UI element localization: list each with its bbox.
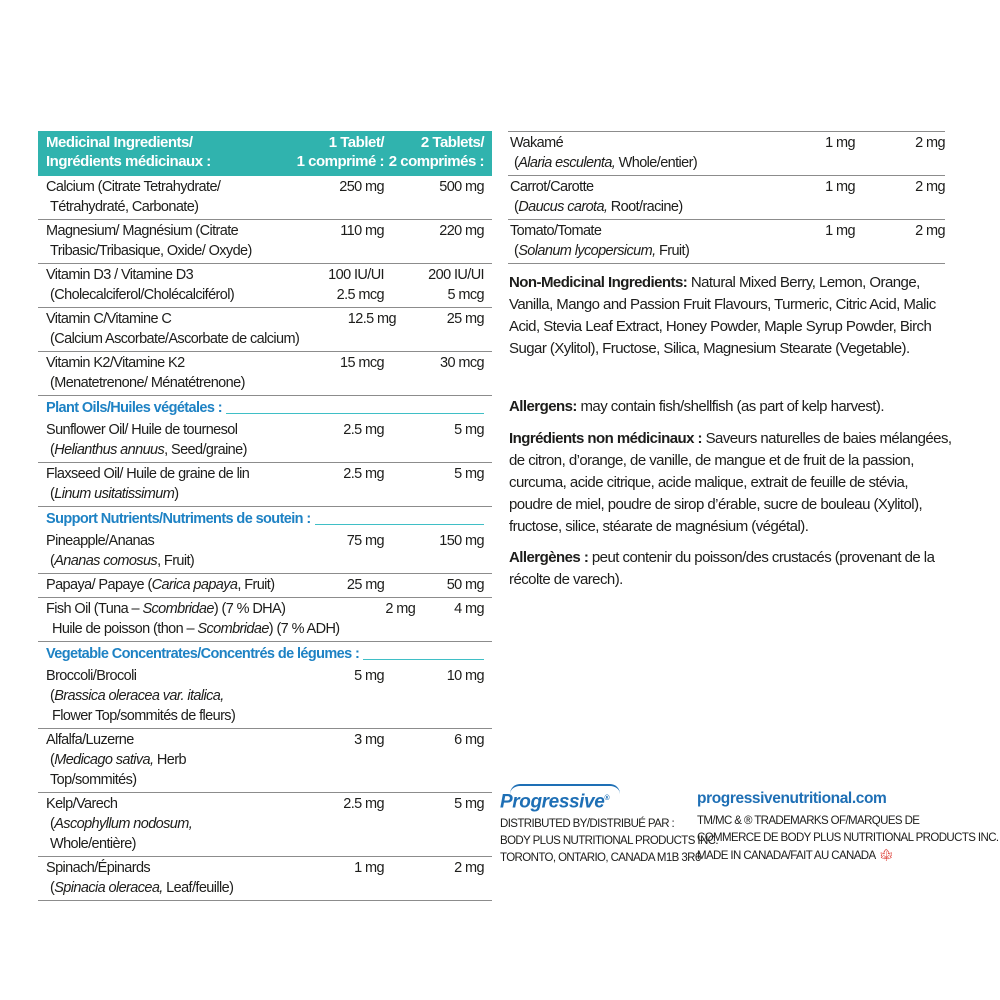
ingredient-name: Spinach/Épinards <box>46 860 151 876</box>
ingredient-name: Kelp/Varech <box>46 796 118 812</box>
table-row <box>38 220 492 264</box>
allergens-en: Allergens: may contain fish/shellfish (as part of kelp harvest). <box>509 398 884 415</box>
dose-two-tablets: 4 mg <box>454 601 484 617</box>
dose-one-tablet: 250 mg <box>339 179 384 195</box>
ingredient-name: Fish Oil (Tuna – Scombridae) (7 % DHA) <box>46 601 286 617</box>
ingredient-name-fr: Huile de poisson (thon – Scombridae) (7 % ADH) <box>52 621 340 637</box>
ingredient-name: Carrot/Carotte <box>510 179 594 195</box>
allergens-label-en: Allergens: <box>509 398 577 415</box>
ingredient-detail-part: Flower Top/sommités de fleurs) <box>52 708 236 724</box>
vegetable-concentrates-continued-table <box>508 131 945 264</box>
allergens-label-fr: Allergènes : <box>509 549 589 566</box>
ingredient-detail: (Ananas comosus, Fruit) <box>50 553 195 569</box>
ingredient-name: Broccoli/Brocoli <box>46 668 137 684</box>
header-col-two-comprimes: 2 comprimés : <box>388 153 484 170</box>
logo-swoosh-icon <box>510 784 620 794</box>
ingredient-name: Vitamin K2/Vitamine K2 <box>46 355 185 371</box>
latin-name: Daucus carota, <box>518 199 608 215</box>
latin-name: Ascophyllum nodosum, <box>54 816 193 832</box>
dose-one-tablet: 2.5 mg <box>343 796 384 812</box>
non-medicinal-label-en: Non-Medicinal Ingredients: <box>509 274 688 291</box>
ingredient-name: Vitamin C/Vitamine C <box>46 311 172 327</box>
ingredient-name: Sunflower Oil/ Huile de tournesol <box>46 422 238 438</box>
header-col-ingredient-en: Medicinal Ingredients/ <box>46 134 193 151</box>
dose-two-tablets: 500 mg <box>439 179 484 195</box>
section-rule <box>363 659 484 660</box>
header-col-two-tablets: 2 Tablets/ <box>420 134 484 151</box>
ingredient-detail: (Linum usitatissimum) <box>50 486 179 502</box>
dose-two-tablets: 25 mg <box>446 311 484 327</box>
ingredient-detail: (Solanum lycopersicum, Fruit) <box>514 243 690 259</box>
ingredient-name: Pineapple/Ananas <box>46 533 155 549</box>
table-row <box>38 530 492 574</box>
dose-two-tablets: 2 mg <box>915 135 945 151</box>
table-row <box>508 176 945 220</box>
dose-one-tablet: 25 mg <box>346 577 385 593</box>
progressive-logo: Progressive® <box>500 787 700 814</box>
table-row <box>38 308 492 352</box>
latin-name: Solanum lycopersicum, <box>518 243 656 259</box>
dose-one-tablet: 15 mcg <box>340 355 384 371</box>
allergens-fr: Allergènes : peut contenir du poisson/des crustacés (provenant de la récolte de varech). <box>509 549 935 588</box>
distributor-line: BODY PLUS NUTRITIONAL PRODUCTS INC. <box>500 835 718 848</box>
table-row <box>38 574 492 598</box>
dose-two-tablets-alt: 5 mcg <box>447 287 484 303</box>
dose-two-tablets: 200 IU/UI <box>428 267 484 283</box>
ingredient-name: Papaya/ Papaye (Carica papaya, Fruit) <box>46 577 275 593</box>
dose-one-tablet: 1 mg <box>825 135 855 151</box>
latin-name: Helianthus annuus <box>54 442 165 458</box>
ingredient-detail: (Ascophyllum nodosum, Whole/entière) <box>50 816 193 852</box>
dose-two-tablets: 220 mg <box>439 223 484 239</box>
dose-two-tablets: 2 mg <box>454 860 484 876</box>
distributor-line: DISTRIBUTED BY/DISTRIBUÉ PAR : <box>500 818 675 831</box>
dose-one-tablet: 5 mg <box>354 668 384 684</box>
ingredient-detail: (Helianthus annuus, Seed/graine) <box>50 442 247 458</box>
non-medicinal-ingredients-en: Non-Medicinal Ingredients: Natural Mixed Berry, Lemon, Orange, Vanilla, Mango and Passion Fruit Flavours, Turmeric, Citric Acid, Malic Acid, Stevia Leaf Extract, Honey Powder, Maple Syrup Powder, Birch Sugar (Xylitol), Fructose, Silica, Magnesium Stearate (Vegetable). <box>509 274 936 357</box>
latin-name: Spinacia oleracea, <box>54 880 163 896</box>
dose-one-tablet: 2 mg <box>385 601 416 617</box>
ingredient-detail: Tétrahydraté, Carbonate) <box>50 199 199 215</box>
medicinal-ingredients-table <box>38 131 492 901</box>
ingredient-name: Flaxseed Oil/ Huile de graine de lin <box>46 466 250 482</box>
section-heading-support-nutrients: Support Nutrients/Nutriments de soutein : <box>38 506 492 530</box>
maple-leaf-icon: 🍁︎ <box>878 848 894 862</box>
dose-one-tablet-alt: 2.5 mcg <box>336 287 384 303</box>
table-header <box>38 131 492 176</box>
trademark-line: COMMERCE DE BODY PLUS NUTRITIONAL PRODUCTS INC. <box>697 832 999 844</box>
table-row <box>38 857 492 901</box>
ingredient-name: Tomato/Tomate <box>510 223 602 239</box>
section-heading-plant-oils: Plant Oils/Huiles végétales : <box>38 395 492 419</box>
ingredient-detail: (Menatetrenone/ Ménatétrenone) <box>50 375 245 391</box>
non-medicinal-label-fr: Ingrédients non médicinaux : <box>509 430 702 447</box>
dose-one-tablet: 110 mg <box>340 223 384 239</box>
ingredient-detail: (Daucus carota, Root/racine) <box>514 199 683 215</box>
dose-two-tablets: 50 mg <box>446 577 484 593</box>
ingredient-detail: (Calcium Ascorbate/Ascorbate de calcium) <box>50 331 300 347</box>
table-row <box>508 132 945 176</box>
ingredient-detail: (Brassica oleracea var. italica, <box>50 688 224 704</box>
table-row <box>38 264 492 308</box>
dose-two-tablets: 2 mg <box>915 223 945 239</box>
ingredient-name: Wakamé <box>510 135 564 151</box>
table-row <box>38 352 492 395</box>
dose-two-tablets: 6 mg <box>454 732 484 748</box>
section-rule <box>226 413 484 414</box>
ingredient-detail: (Spinacia oleracea, Leaf/feuille) <box>50 880 234 896</box>
trademark-block <box>697 787 999 865</box>
distributor-block <box>500 787 718 867</box>
table-row <box>508 220 945 264</box>
dose-two-tablets: 5 mg <box>454 796 484 812</box>
dose-one-tablet: 2.5 mg <box>343 466 384 482</box>
ingredient-detail: (Medicago sativa, Herb Top/sommités) <box>50 752 186 788</box>
table-row <box>38 463 492 506</box>
table-row <box>38 665 492 729</box>
made-in-canada-line: MADE IN CANADA/FAIT AU CANADA 🍁︎ <box>697 848 894 862</box>
dose-two-tablets: 2 mg <box>915 179 945 195</box>
ingredient-name: Calcium (Citrate Tetrahydrate/ <box>46 179 221 195</box>
latin-name: Linum usitatissimum <box>54 486 175 502</box>
latin-name: Alaria esculenta, <box>518 155 616 171</box>
non-medicinal-ingredients-fr: Ingrédients non médicinaux : Saveurs naturelles de baies mélangées, de citron, d’orange, de vanille, de mangue et de fruit de la passion, curcuma, acide citrique, acide malique, extrait de feuille de stévia, poudre de miel, poudre de sirop d’érable, sucre de bouleau (Xylitol), fructose, silice, stéarate de magnésium (végétal). <box>509 430 952 535</box>
distributor-line: TORONTO, ONTARIO, CANADA M1B 3R6 <box>500 852 701 865</box>
dose-one-tablet: 3 mg <box>354 732 384 748</box>
table-row <box>38 729 492 793</box>
dose-two-tablets: 5 mg <box>454 466 484 482</box>
header-col-one-comprime: 1 comprimé : <box>296 153 384 170</box>
ingredient-name: Alfalfa/Luzerne <box>46 732 134 748</box>
dose-two-tablets: 150 mg <box>439 533 484 549</box>
table-row <box>38 598 492 641</box>
section-rule <box>315 524 484 525</box>
latin-name: Carica papaya <box>151 577 238 593</box>
website-link[interactable]: progressivenutritional.com <box>697 790 887 807</box>
table-row <box>38 176 492 220</box>
header-col-one-tablet: 1 Tablet/ <box>328 134 384 151</box>
latin-name: Brassica oleracea var. italica, <box>54 688 224 704</box>
header-col-ingredient-fr: Ingrédients médicinaux : <box>46 153 211 170</box>
dose-one-tablet: 1 mg <box>825 223 855 239</box>
table-row <box>38 419 492 463</box>
dose-one-tablet: 12.5 mg <box>347 311 396 327</box>
dose-one-tablet: 1 mg <box>825 179 855 195</box>
dose-two-tablets: 5 mg <box>454 422 484 438</box>
latin-name: Medicago sativa, <box>54 752 154 768</box>
dose-one-tablet: 1 mg <box>354 860 384 876</box>
dose-one-tablet: 2.5 mg <box>343 422 384 438</box>
ingredient-name: Vitamin D3 / Vitamine D3 <box>46 267 194 283</box>
trademark-line: TM/MC & ® TRADEMARKS OF/MARQUES DE <box>697 815 920 827</box>
ingredient-name: Magnesium/ Magnésium (Citrate <box>46 223 239 239</box>
latin-name: Scombridae <box>197 621 269 637</box>
latin-name: Ananas comosus <box>54 553 158 569</box>
ingredient-detail: (Cholecalciferol/Cholécalciférol) <box>50 287 235 303</box>
dose-one-tablet: 100 IU/UI <box>328 267 384 283</box>
dose-two-tablets: 30 mcg <box>440 355 484 371</box>
section-heading-vegetable-concentrates: Vegetable Concentrates/Concentrés de légumes : <box>38 641 492 665</box>
ingredient-detail: (Alaria esculenta, Whole/entier) <box>514 155 698 171</box>
dose-two-tablets: 10 mg <box>446 668 484 684</box>
ingredient-detail: Tribasic/Tribasique, Oxide/ Oxyde) <box>50 243 252 259</box>
dose-one-tablet: 75 mg <box>346 533 384 549</box>
latin-name: Scombridae <box>142 601 214 617</box>
table-row <box>38 793 492 857</box>
